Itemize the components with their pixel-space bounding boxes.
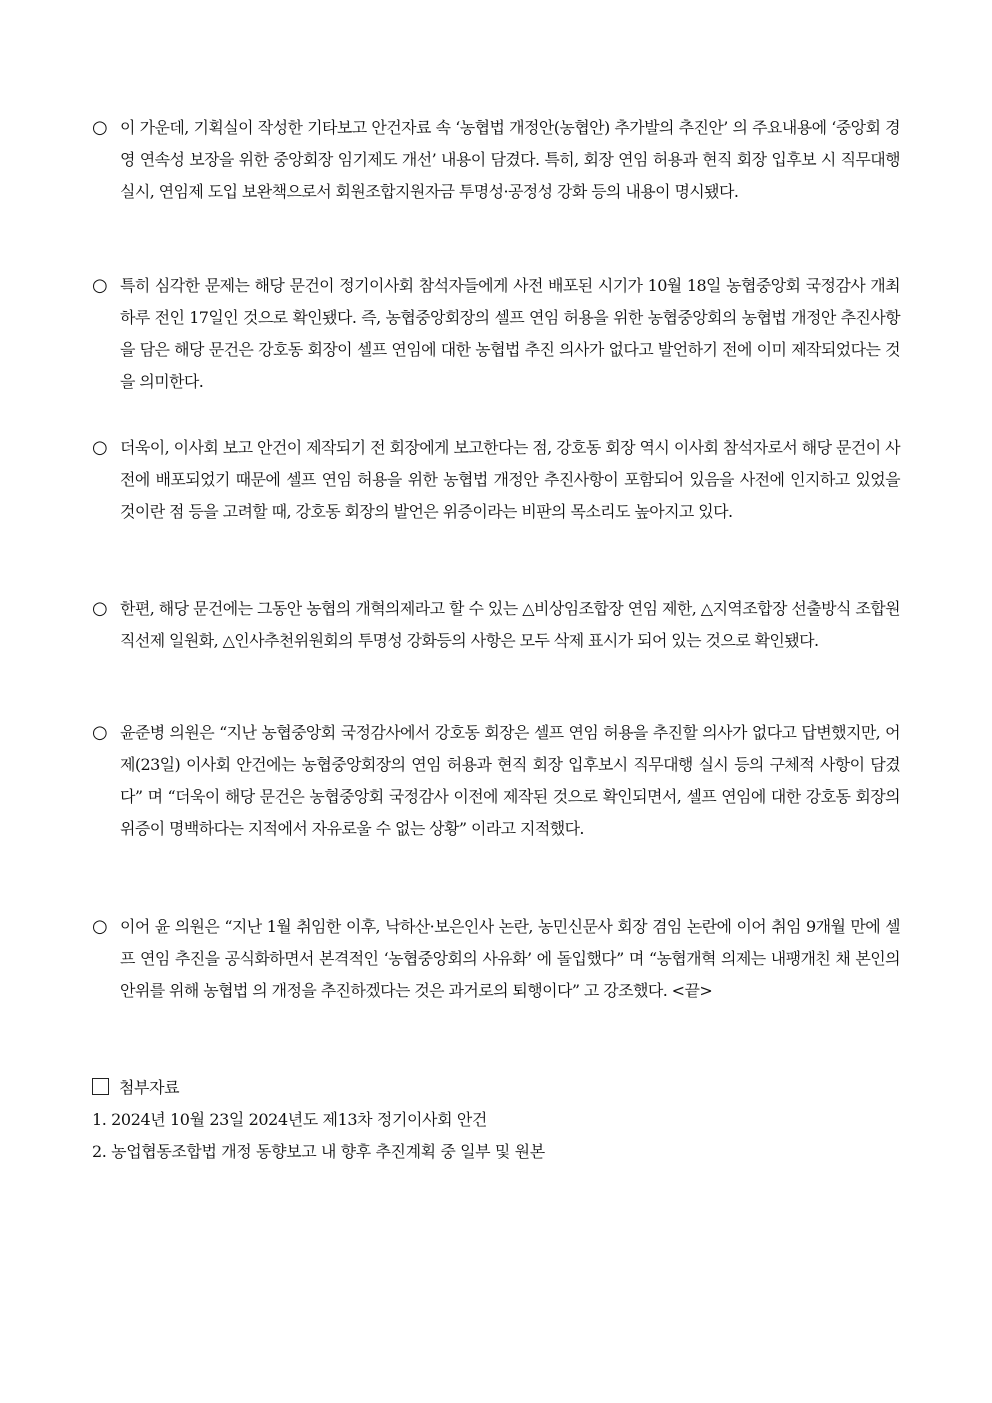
paragraph-text: 윤준병 의원은 “지난 농협중앙회 국정감사에서 강호동 회장은 셀프 연임 허용을 추진할 의사가 없다고 답변했지만, 어제(23일) 이사회 안건에는 농협중앙회장의 연임 허용과 현직 회장 입후보시 직무대행 실시 등의 구체적 사항이 담겼다” 며 “더욱이 해당 문건은 농협중앙회 국정감사 이전에 제작된 것으로 확인되면서, 셀프 연임에 대한 강호동 회장의 위증이 명백하다는 지적에서 자유로울 수 없는 상황” 이라고 지적했다.	[120, 723, 900, 838]
paragraph-3	[92, 432, 900, 528]
paragraph-text: 이 가운데, 기획실이 작성한 기타보고 안건자료 속 ‘농협법 개정안(농협안) 추가발의 추진안’ 의 주요내용에 ‘중앙회 경영 연속성 보장을 위한 중앙회장 임기제도 개선’ 내용이 담겼다. 특히, 회장 연임 허용과 현직 회장 입후보 시 직무대행 실시, 연임제 도입 보완책으로서 회원조합지원자금 투명성·공정성 강화 등의 내용이 명시됐다.	[120, 118, 900, 201]
checkbox-square-icon	[92, 1078, 109, 1095]
paragraph-4	[92, 593, 900, 657]
circle-bullet-icon: ○	[92, 275, 108, 296]
paragraph-2	[92, 270, 900, 398]
attachments-heading-label: 첨부자료	[119, 1078, 180, 1097]
paragraph-text: 특히 심각한 문제는 해당 문건이 정기이사회 참석자들에게 사전 배포된 시기가 10월 18일 농협중앙회 국정감사 개최 하루 전인 17일인 것으로 확인됐다. 즉, 농협중앙회장의 셀프 연임 허용을 위한 농협중앙회의 농협법 개정안 추진사항을 담은 해당 문건은 강호동 회장이 셀프 연임에 대한 농협법 추진 의사가 없다고 발언하기 전에 이미 제작되었다는 것을 의미한다.	[120, 276, 900, 391]
paragraph-text: 더욱이, 이사회 보고 안건이 제작되기 전 회장에게 보고한다는 점, 강호동 회장 역시 이사회 참석자로서 해당 문건이 사전에 배포되었기 때문에 셀프 연임 허용을 위한 농협법 개정안 추진사항이 포함되어 있음을 사전에 인지하고 있었을 것이란 점 등을 고려할 때, 강호동 회장의 발언은 위증이라는 비판의 목소리도 높아지고 있다.	[120, 438, 900, 521]
attachment-item: 1. 2024년 10월 23일 2024년도 제13차 정기이사회 안건	[92, 1110, 487, 1129]
paragraph-text: 이어 윤 의원은 “지난 1월 취임한 이후, 낙하산·보은인사 논란, 농민신문사 회장 겸임 논란에 이어 취임 9개월 만에 셀프 연임 추진을 공식화하면서 본격적인 ‘농협중앙회의 사유화’ 에 돌입했다” 며 “농협개혁 의제는 내팽개친 채 본인의 안위를 위해 농협법 의 개정을 추진하겠다는 것은 과거로의 퇴행이다” 고 강조했다. <끝>	[120, 917, 900, 1000]
circle-bullet-icon: ○	[92, 437, 108, 458]
paragraph-text: 한편, 해당 문건에는 그동안 농협의 개혁의제라고 할 수 있는 △비상임조합장 연임 제한, △지역조합장 선출방식 조합원 직선제 일원화, △인사추천위원회의 투명성 강화등의 사항은 모두 삭제 표시가 되어 있는 것으로 확인됐다.	[120, 599, 900, 650]
circle-bullet-icon: ○	[92, 598, 108, 619]
circle-bullet-icon: ○	[92, 117, 108, 138]
attachments-heading	[92, 1072, 900, 1104]
attachment-item: 2. 농업협동조합법 개정 동향보고 내 향후 추진계획 중 일부 및 원본	[92, 1142, 545, 1161]
circle-bullet-icon: ○	[92, 916, 108, 937]
circle-bullet-icon: ○	[92, 722, 108, 743]
paragraph-5	[92, 717, 900, 845]
paragraph-1	[92, 112, 900, 208]
paragraph-6	[92, 911, 900, 1007]
